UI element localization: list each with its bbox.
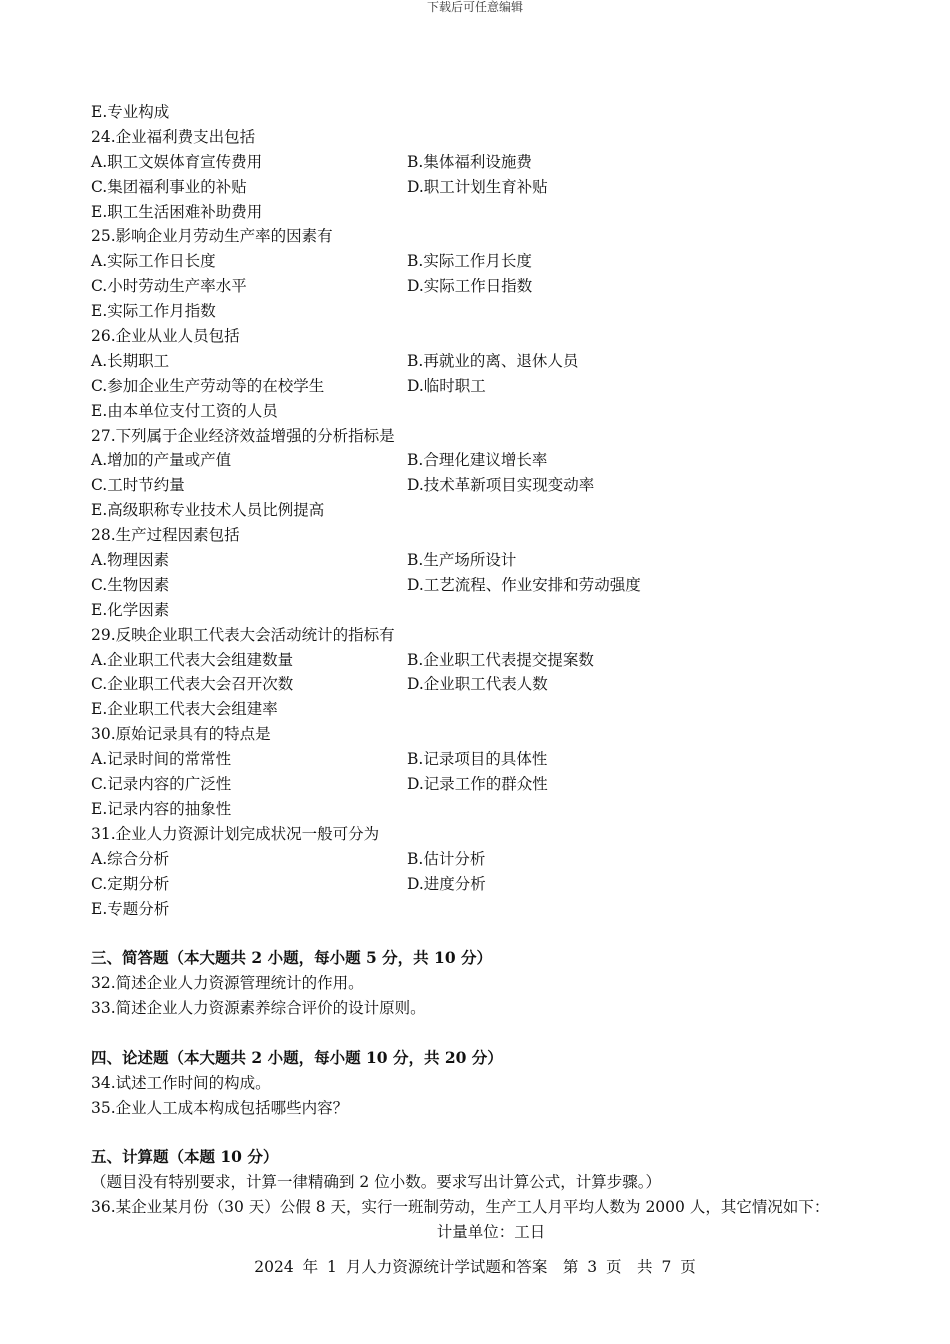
option-left: C.集团福利事业的补贴: [91, 177, 247, 196]
question-stem: 30.原始记录具有的特点是: [91, 725, 271, 744]
option-row: [91, 349, 891, 374]
calculation-instructions: （题目没有特别要求，计算一律精确到 2 位小数。要求写出计算公式，计算步骤。）: [91, 1173, 661, 1192]
option-right: D.临时职工: [407, 376, 486, 395]
option-right: B.再就业的离、退休人员: [407, 351, 579, 370]
question-36: 36.某企业某月份（30 天）公假 8 天，实行一班制劳动，生产工人月平均人数为 2000 人，其它情况如下：: [91, 1198, 830, 1217]
question-34: 34.试述工作时间的构成。: [91, 1073, 271, 1092]
option-row: [91, 473, 891, 498]
section-title-calculation: 五、计算题（本题 10 分）: [91, 1147, 279, 1167]
option-row: [91, 374, 891, 399]
question-35: 35.企业人工成本构成包括哪些内容？: [91, 1098, 349, 1117]
question-stem: 29.反映企业职工代表大会活动统计的指标有: [91, 625, 395, 644]
option-left: C.参加企业生产劳动等的在校学生: [91, 376, 325, 395]
question-stem: 28.生产过程因素包括: [91, 526, 240, 545]
question-33: 33.简述企业人力资源素养综合评价的设计原则。: [91, 999, 426, 1018]
option-right: B.生产场所设计: [407, 551, 517, 570]
option-e: E.专题分析: [91, 899, 170, 918]
unit-label: 计量单位：工日: [436, 1223, 546, 1242]
question-32: 32.简述企业人力资源管理统计的作用。: [91, 974, 364, 993]
option-row: [91, 847, 891, 872]
page-footer: 2024 年 1 月人力资源统计学试题和答案 第 3 页 共 7 页: [254, 1258, 696, 1276]
option-row: [91, 648, 891, 673]
option-right: D.企业职工代表人数: [407, 675, 548, 694]
option-left: C.生物因素: [91, 575, 170, 594]
option-row: [91, 573, 891, 598]
option-left: C.企业职工代表大会召开次数: [91, 675, 294, 694]
option-left: A.长期职工: [91, 351, 170, 370]
question-stem: 27.下列属于企业经济效益增强的分析指标是: [91, 426, 395, 445]
option-right: B.合理化建议增长率: [407, 451, 548, 470]
option-left: C.小时劳动生产率水平: [91, 277, 247, 296]
option-left: C.定期分析: [91, 874, 170, 893]
option-right: B.集体福利设施费: [407, 152, 532, 171]
page-content: [91, 100, 891, 1245]
option-right: D.进度分析: [407, 874, 486, 893]
option-row: [91, 274, 891, 299]
option-row: [91, 249, 891, 274]
option-left: A.职工文娱体育宣传费用: [91, 152, 263, 171]
option-row: [91, 150, 891, 175]
option-e: E.由本单位支付工资的人员: [91, 401, 278, 420]
option-e: E.职工生活困难补助费用: [91, 202, 263, 221]
option-e: E.实际工作月指数: [91, 302, 216, 321]
section-title-short-answer: 三、简答题（本大题共 2 小题，每小题 5 分，共 10 分）: [91, 948, 493, 968]
option-row: [91, 448, 891, 473]
header-note: 下载后可任意编辑: [426, 0, 523, 14]
option-e: E.专业构成: [91, 103, 170, 121]
question-stem: 24.企业福利费支出包括: [91, 127, 256, 146]
option-right: D.职工计划生育补贴: [407, 177, 548, 196]
option-left: A.实际工作日长度: [91, 252, 216, 271]
option-e: E.化学因素: [91, 600, 170, 619]
option-row: [91, 548, 891, 573]
option-e: E.企业职工代表大会组建率: [91, 700, 278, 719]
question-stem: 26.企业从业人员包括: [91, 327, 240, 346]
option-right: B.估计分析: [407, 849, 486, 868]
multiple-choice-questions: [91, 125, 891, 922]
option-row: [91, 872, 891, 897]
option-e: E.记录内容的抽象性: [91, 799, 232, 818]
option-e: E.高级职称专业技术人员比例提高: [91, 501, 325, 520]
option-row: [91, 672, 891, 697]
option-left: C.工时节约量: [91, 476, 185, 495]
option-right: B.实际工作月长度: [407, 252, 532, 271]
option-left: A.企业职工代表大会组建数量: [91, 650, 294, 669]
option-left: A.物理因素: [91, 551, 170, 570]
option-right: B.记录项目的具体性: [407, 750, 548, 769]
question-stem: 25.影响企业月劳动生产率的因素有: [91, 227, 333, 246]
option-left: A.记录时间的常常性: [91, 750, 232, 769]
option-left: A.增加的产量或产值: [91, 451, 232, 470]
option-right: D.工艺流程、作业安排和劳动强度: [407, 575, 641, 594]
question-stem: 31.企业人力资源计划完成状况一般可分为: [91, 824, 380, 843]
option-row: [91, 772, 891, 797]
section-title-essay: 四、论述题（本大题共 2 小题，每小题 10 分，共 20 分）: [91, 1047, 503, 1067]
option-right: B.企业职工代表提交提案数: [407, 650, 594, 669]
option-left: C.记录内容的广泛性: [91, 775, 232, 794]
option-row: [91, 175, 891, 200]
option-left: A.综合分析: [91, 849, 170, 868]
option-row: [91, 747, 891, 772]
option-right: D.技术革新项目实现变动率: [407, 476, 595, 495]
option-right: D.记录工作的群众性: [407, 775, 548, 794]
option-right: D.实际工作日指数: [407, 277, 533, 296]
